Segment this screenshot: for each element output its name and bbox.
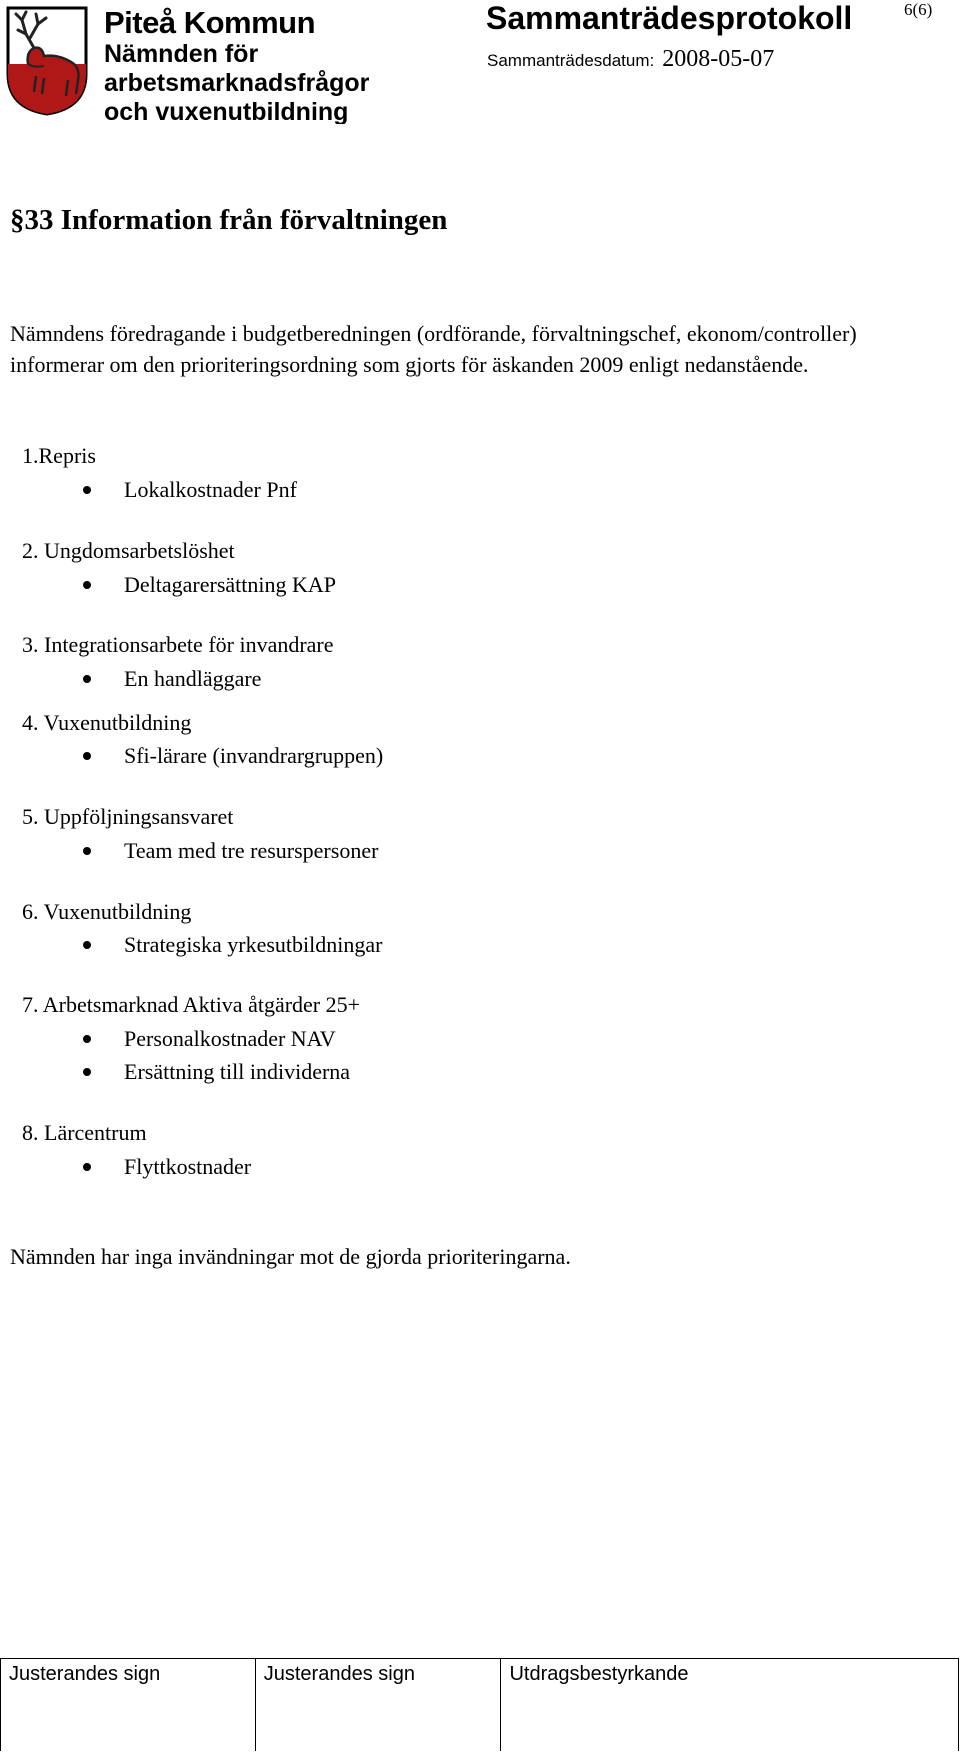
signature-cell-label: Justerandes sign — [263, 1663, 415, 1685]
board-line-2: arbetsmarknadsfrågor — [104, 69, 370, 97]
intro-paragraph: Nämndens föredragande i budgetberedningen (ordförande, förvaltningschef, ekonom/controller) informerar om den prioriteringsordning som gjorts för äskanden 2009 enligt nedanstående. — [10, 321, 857, 377]
bullet-icon — [83, 752, 91, 760]
priority-item-title: 4. Vuxenutbildning — [22, 710, 192, 735]
priority-item-title: 8. Lärcentrum — [22, 1120, 147, 1145]
signature-cell[interactable] — [0, 1659, 255, 1751]
board-line-1: Nämnden för — [104, 40, 259, 68]
board-line-3: och vuxenutbildning — [104, 98, 349, 124]
bullet-icon — [83, 1163, 91, 1171]
priority-item-title: 7. Arbetsmarknad Aktiva åtgärder 25+ — [22, 992, 361, 1017]
priority-item-title: 5. Uppföljningsansvaret — [22, 804, 234, 829]
bullet-icon — [83, 941, 91, 949]
closing-statement: Nämnden har inga invändningar mot de gjorda prioriteringarna. — [10, 1244, 571, 1269]
priority-item-title: 6. Vuxenutbildning — [22, 899, 192, 924]
priority-item-detail: Flyttkostnader — [124, 1154, 252, 1179]
bullet-icon — [83, 847, 91, 855]
page-number: 6(6) — [904, 0, 933, 19]
organization-name: Piteå Kommun — [104, 6, 316, 40]
bullet-icon — [83, 1035, 91, 1043]
signature-table — [0, 1658, 959, 1751]
bullet-icon — [83, 675, 91, 683]
reindeer-coat-of-arms-icon — [4, 4, 90, 116]
certification-cell-label: Utdragsbestyrkande — [509, 1663, 689, 1685]
priority-item-detail: Deltagarersättning KAP — [124, 572, 336, 597]
bullet-icon — [83, 1068, 91, 1076]
protocol-title: Sammanträdesprotokoll — [486, 0, 853, 36]
priority-item-title: 1.Repris — [22, 443, 96, 468]
bullet-icon — [83, 486, 91, 494]
priority-item-detail: Sfi-lärare (invandrargruppen) — [124, 743, 384, 768]
organization-block — [104, 6, 404, 124]
signature-cell[interactable] — [255, 1659, 501, 1751]
priority-item-title: 3. Integrationsarbete för invandrare — [22, 632, 334, 657]
priority-item-detail: Strategiska yrkesutbildningar — [124, 932, 383, 957]
priority-item-title: 2. Ungdomsarbetslöshet — [22, 538, 235, 563]
signature-cell-label: Justerandes sign — [9, 1663, 161, 1685]
meeting-date-row — [487, 46, 774, 73]
priority-item-detail: En handläggare — [124, 666, 262, 691]
section-heading: §33 Information från förvaltningen — [10, 204, 448, 236]
meeting-date-label: Sammanträdesdatum: — [487, 51, 655, 70]
priority-item-detail: Lokalkostnader Pnf — [124, 477, 297, 502]
priority-item-detail: Personalkostnader NAV — [124, 1026, 336, 1051]
priority-item-detail: Team med tre resurspersoner — [124, 838, 379, 863]
bullet-icon — [83, 581, 91, 589]
certification-cell[interactable] — [500, 1659, 959, 1751]
meeting-date-value: 2008-05-07 — [662, 46, 775, 72]
priority-item-detail: Ersättning till individerna — [124, 1059, 351, 1084]
